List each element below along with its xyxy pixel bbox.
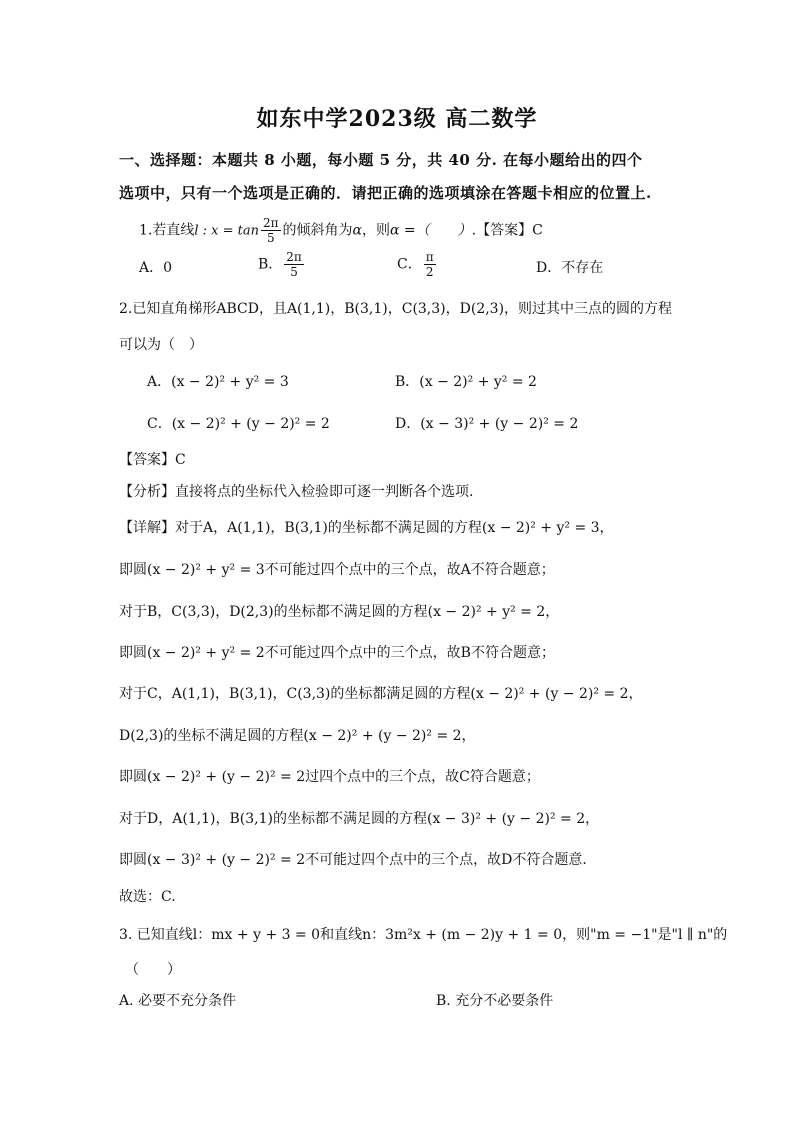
q2-answer: 【答案】C: [119, 452, 186, 468]
question-3-stem-line2: （ ）: [125, 962, 181, 978]
q1-option-a: A．0: [139, 260, 173, 276]
question-3-stem-line1: 3. 已知直线l：mx + y + 3 = 0和直线n：3m²x + (m − 2)y + 1 = 0，则"m = −1"是"l ∥ n"的: [119, 927, 728, 943]
q1-suffix-pre: ，则: [362, 222, 390, 239]
q2-option-a: A．(x − 2)² + y² = 3: [147, 374, 289, 390]
q3-option-b: B. 充分不必要条件: [436, 993, 554, 1009]
q1-option-d: D．不存在: [536, 260, 604, 276]
q1-fraction-numerator: 2π: [263, 216, 279, 230]
question-2-stem-line2: 可以为（ ）: [119, 337, 203, 353]
q1-option-c-fraction: [424, 250, 436, 279]
q1-mid-text: 的倾斜角为: [282, 222, 353, 239]
q2-option-d: D．(x − 3)² + (y − 2)² = 2: [395, 416, 579, 432]
q1-answer: 【答案】C: [476, 222, 543, 239]
q1-alpha: α: [352, 222, 362, 239]
question-2-stem-line1: 2.已知直角梯形ABCD，且A(1,1)，B(3,1)，C(3,3)，D(2,3)，则过其中三点的圆的方程: [119, 301, 673, 317]
q1-option-b-fraction: [284, 250, 304, 279]
section-instructions-line1: 一、选择题：本题共 8 小题，每小题 5 分，共 40 分. 在每小题给出的四个: [119, 151, 643, 169]
q2-option-b: B．(x − 2)² + y² = 2: [395, 374, 537, 390]
q2-analysis: 【分析】直接将点的坐标代入检验即可逐一判断各个选项.: [119, 484, 474, 500]
q2-detail-line-1: 【详解】对于A，A(1,1)，B(3,1)的坐标都不满足圆的方程(x − 2)² + y² = 3，: [119, 520, 614, 536]
q1-prefix: 1.若直线: [139, 222, 195, 239]
question-1-stem: [139, 216, 543, 245]
q2-option-c: C．(x − 2)² + (y − 2)² = 2: [147, 416, 330, 432]
q2-detail-line-7: 即圆(x − 2)² + (y − 2)² = 2过四个点中的三个点，故C符合题意；: [119, 769, 540, 785]
q1-equation: l : x = tan: [194, 223, 259, 239]
q2-detail-line-8: 对于D，A(1,1)，B(3,1)的坐标都不满足圆的方程(x − 3)² + (y − 2)² = 2，: [119, 811, 600, 827]
q2-detail-line-3: 对于B，C(3,3)，D(2,3)的坐标都不满足圆的方程(x − 2)² + y² = 2，: [119, 604, 560, 620]
q1-option-b-numerator: 2π: [286, 250, 302, 264]
q1-option-b-denominator: 5: [290, 265, 298, 279]
q1-option-c: [397, 250, 438, 279]
q1-option-c-numerator: π: [425, 250, 434, 264]
q2-conclusion: 故选：C.: [119, 889, 176, 905]
q1-option-b: [258, 250, 306, 279]
q1-suffix-equation: α =（ ）.: [390, 222, 477, 239]
q1-fraction-denominator: 5: [266, 231, 275, 245]
q2-detail-line-9: 即圆(x − 3)² + (y − 2)² = 2不可能过四个点中的三个点，故D不符合题意.: [119, 852, 587, 868]
section-instructions-line2: 选项中，只有一个选项是正确的．请把正确的选项填涂在答题卡相应的位置上.: [119, 184, 652, 202]
q2-detail-line-5: 对于C，A(1,1)，B(3,1)，C(3,3)的坐标都满足圆的方程(x − 2)² + (y − 2)² = 2，: [119, 686, 643, 702]
page-title: 如东中学2023级 高二数学: [256, 106, 538, 132]
q1-option-c-label: C．: [397, 256, 422, 273]
q2-detail-line-2: 即圆(x − 2)² + y² = 3不可能过四个点中的三个点，故A不符合题意；: [119, 562, 555, 578]
q2-detail-line-6: D(2,3)的坐标不满足圆的方程(x − 2)² + (y − 2)² = 2，: [119, 728, 476, 744]
q3-option-a: A. 必要不充分条件: [119, 993, 237, 1009]
q1-option-c-denominator: 2: [425, 265, 434, 279]
q2-detail-line-4: 即圆(x − 2)² + y² = 2不可能过四个点中的三个点，故B不符合题意；: [119, 645, 555, 661]
q1-fraction: [261, 216, 281, 245]
q1-option-b-label: B．: [258, 256, 283, 273]
